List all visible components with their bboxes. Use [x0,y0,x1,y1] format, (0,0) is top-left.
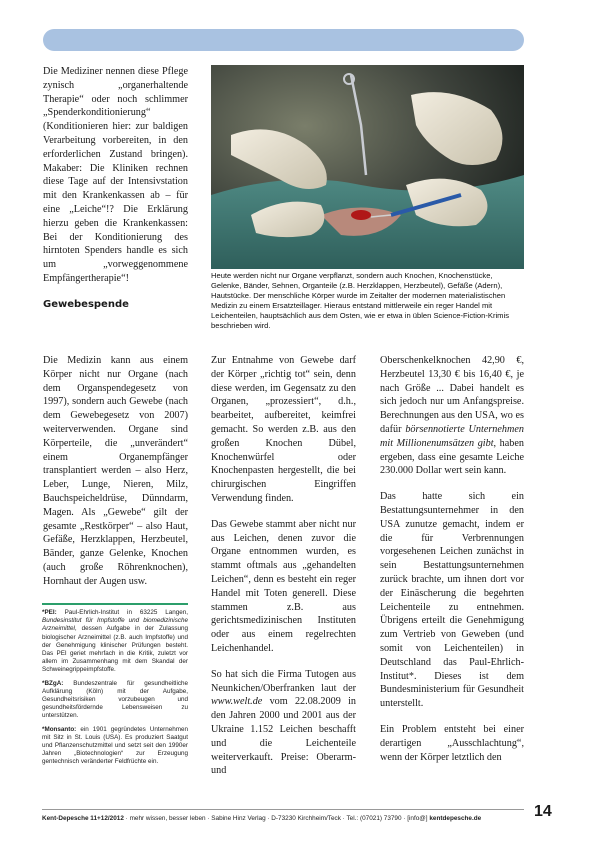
surgery-photo [211,65,524,269]
gewebe-paragraph: Die Medizin kann aus einem Körper nicht nur Organe (nach dem Organspendegesetz von 1997), sondern auch Gewebe (nach dem Gewebegesetz von 2007) weiterverwenden. Organe sind Körperteile, die „unverändert“ einem Organempfänger transplantiert werden – also Herz, Leber, Lunge, Nieren, Milz, Bauchspeicheldrüse, Dünndarm, Magen. Als „Gewebe“ gilt der gesamte „Restkörper“ – also Haut, Gefäße, Herzklappen, Herzbeutel, Bänder, ganze Gelenke, Knochen (auch große Röhrenknochen), Hornhaut der Augen usw. [43,355,188,587]
section-heading: Gewebespende [43,298,129,310]
right-paragraph-2: Das hatte sich ein Bestattungsunternehmer in den USA zunutze gemacht, indem er die für Verbrennungen vorgesehenen Leichen zunächst in sein Bestattungsunternehmen zurück brachte, um ihnen dort vor der Einäscherung die begehrten Leichenteile zu entnehmen. Übrigens erteilt die Genehmigung zum Vertrieb von Geweben (und somit von Leichenteilen) in Deutschland das Paul-Ehrlich-Institut*. Dieses ist dem Bundesministerium für Gesundheit unterstellt. [380,491,524,710]
middle-paragraph-3: So hat sich die Firma Tutogen aus Neunkichen/Oberfranken laut der www.welt.de vom 22.08.2009 in den Jahren 2000 und 2001 aus der Ukraine 1.152 Leichen beschafft und die Leichenteile weiterverkauft. Preise: Oberarm- und [211,668,356,777]
page-number: 14 [534,803,552,820]
footnotes [42,603,188,772]
middle-paragraph-1: Zur Entnahme von Gewebe darf der Körper „richtig tot“ sein, denn diese werden, im Gegensatz zu den Organen, „prozessiert“, d.h., bearbeitet, aufbereitet, keimfrei gemacht. So werden z.B. aus den großen Knochen Dübel, Knochenwürfel oder Knochenpasten hergestellt, die bei chirurgischen Eingriffen Verwendung finden. [211,355,356,504]
header-bar [43,29,524,51]
footnote-bzga: *BZgA: Bundeszentrale für gesundheitliche Aufklärung (Köln) mit der Aufgabe, Gesundheitsrisiken vorzubeugen und gesundheitsfördernde Lebensweisen zu unterstützen. [42,679,188,720]
footnote-monsanto: *Monsanto: ein 1901 gegründetes Unternehmen mit Sitz in St. Louis (USA). Es produziert Saatgut und Pflanzenschutzmittel und setzt seit den 1990er Jahren „Biotechnologien“ zur Erzeugung gentechnisch veränderter Feldfrüchte ein. [42,725,188,766]
website-link[interactable]: kentdepesche.de [429,815,482,822]
left-column-bottom [43,354,188,601]
source-link[interactable]: www.welt.de [211,696,263,708]
middle-paragraph-2: Das Gewebe stammt aber nicht nur aus Leichen, denen zuvor die Organe entnommen wurden, es stammt oftmals aus „gehandelten Leichen“, denn es besteht ein reger Handel mit Toten generell. Diese stammen z.B. aus gerichtsmedizinischen Instituten oder aus einem regelrechten Leichenhandel. [211,518,356,654]
intro-paragraph: Die Mediziner nennen diese Pflege zynisch „organerhaltende Therapie“ oder noch schlimmer „Spenderkonditionierung“ (Konditionieren hier: zur baldigen Verarbeitung vorbereiten, in den erforderlichen Zustand bringen). Makaber: Die Kliniken rechnen diese Tage auf der Intensivstation mit den Krankenkassen ab – für eine „Leiche“!? Die Erklärung hierzu geben die Krankenkassen: Bei der Konditionierung des hirntoten Spenders handle es sich um „vorweggenommene Empfängertherapie“! [43,66,188,284]
right-paragraph-3: Ein Problem entsteht bei einer derartigen „Ausschlachtung“, wenn der Körper letztlich den [380,723,524,763]
publication-name: Kent-Depesche 11+12/2012 [42,815,124,822]
right-paragraph-1: Oberschenkelknochen 42,90 €, Herzbeutel 13,30 € bis 16,40 €, je nach Größe ... Dabei handelt es sich jedoch nur um Anfangspreise. Berechnungen aus den USA, wo es dafür börsennotierte Unternehmen mit Millionenumsätzen gibt, haben ergeben, dass eine gesamte Leiche 230.000 Dollar wert sein kann. [380,355,524,477]
right-column [380,354,524,776]
photo-caption: Heute werden nicht nur Organe verpflanzt, sondern auch Knochen, Knochenstücke, Gelenke, Bänder, Sehnen, Organteile (z.B. Herzklappen, Herzbeutel), Gefäße (Adern), Hautstücke. Der menschliche Körper wurde im Zeitalter der modernen materialistischen Medizin zu einem Ersatzteillager. Hieraus entstand mittlerweile ein reger Handel mit Leichenteilen, hauptsächlich aus dem Osten, wie er etwa in üblen Science-Fiction-Krimis beschrieben wird. [211,271,509,330]
middle-column [211,354,356,790]
left-column-top [43,65,188,327]
page-footer: Kent-Depesche 11+12/2012 · mehr wissen, besser leben · Sabine Hinz Verlag · D-73230 Kirchheim/Teck · Tel.: (07021) 73790 · [info@] kentdepesche.de [42,809,524,822]
footnote-pei: *PEI: Paul-Ehrlich-Institut in 63225 Langen, Bundesinstitut für Impfstoffe und biomedizinische Arzneimittel, dessen Aufgabe in der Zulassung biologischer Arzneimittel (z.B. auch Impfstoffe) und der Genehmigung klinischer Prüfungen besteht. Das PEI geriet mehrfach in die Kritik, zuletzt vor allem im Zusammenhang mit dem Skandal der Schweinegrippeimpfstoffe. [42,609,188,674]
